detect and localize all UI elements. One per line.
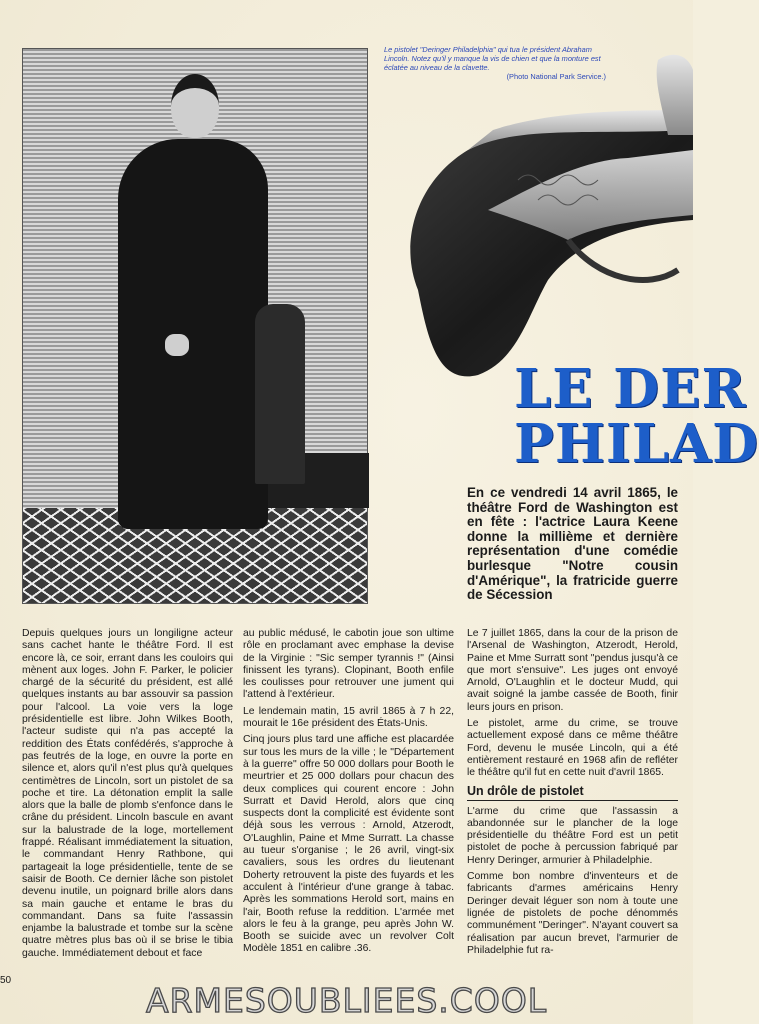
- site-watermark: ARMESOUBLIEES.COOL: [146, 981, 548, 1020]
- article-title: [514, 358, 759, 475]
- paragraph: Le 7 juillet 1865, dans la cour de la prison de l'Arsenal de Washington, Atzerodt, Herold, Paine et Mme Surratt sont "pendus jusqu'à ce que mort s'ensuive". Les juges ont envoyé Arnold, O'Laughlin et le docteur Mudd, qui avait soigné la jambe cassée de Booth, finir leurs jours en prison.: [467, 628, 678, 713]
- paragraph: Depuis quelques jours un longiligne acteur sans cachet hante le théâtre Ford. Il est encore là, ce soir, errant dans les couloirs qui mènent aux loges. John F. Parker, le policier chargé de la sécurité du président, est allé quelques instants au bar assouvir sa passion pour l'alcool. La voie vers la loge présidentielle est libre. John Wilkes Booth, l'acteur sudiste qui n'a pas accepté la reddition des États confédérés, s'approche à pas feutrés de la loge, en ouvre la porte en silence et, alors qu'il n'est plus qu'à quelques centimètres de Lincoln, sort un pistolet de sa poche et tire. La détonation emplit la salle alors que la balle de plomb s'enfonce dans le crâne du président. Lincoln bascule en avant sur la balustrade de la loge, mortellement frappé. Réalisant immédiatement la situation, le commandant Henry Rathbone, qui partageait la loge présidentielle, tente de se saisir de Booth. Ce dernier lâche son pistolet devenu inutile, un poignard brille alors dans sa main gauche et entame le bras du commandant. Dans sa fuite l'assassin enjambe la balustrade et tombe sur la scène quatre mètres plus bas où il se brise le tibia gauche. Immédiatement debout et face: [22, 628, 233, 959]
- paragraph: L'arme du crime que l'assassin a abandonnée sur le plancher de la loge présidentielle du théâtre Ford est un petit pistolet de poche à percussion fabriqué par Henry Deringer, armurier à Philadelphie.: [467, 805, 678, 866]
- text-column-3: [467, 628, 678, 961]
- paragraph: Cinq jours plus tard une affiche est placardée sur tous les murs de la ville ; le "Département à la guerre" offre 50 000 dollars pour Booth le meurtrier et 25 000 dollars pour chacun des deux complices qui courent encore : John Surratt et David Herold, alors que cinq suspects dont la complicité est évidente sont déjà sous les verrous : Arnold, Atzerodt, O'Laughlin, Paine et Mme Surratt. La chasse au tueur s'organise ; le 26 avril, vingt-six cavaliers, sous les ordres du lieutenant Doherty retrouvent la piste des fuyards et les acculent à l'intérieur d'une grange à tabac. Après les sommations Herold sort, mains en l'air, Booth refuse la reddition. L'armée met alors le feu à la grange, peu après John W. Booth se suicide avec un revolver Colt Modèle 1851 en calibre .36.: [243, 734, 454, 955]
- paragraph: Comme bon nombre d'inventeurs et de fabricants d'armes américains Henry Deringer devait léguer son nom à toute une lignée de pistolets de poche dénommés communément "Deringer". N'ayant couvert sa réalisation par aucun brevet, l'armurier de Philadelphie fut ra-: [467, 871, 678, 956]
- paragraph: Le lendemain matin, 15 avril 1865 à 7 h 22, mourait le 16e président des États-Unis.: [243, 705, 454, 730]
- text-column-1: [22, 628, 233, 964]
- page-number: 50: [0, 975, 12, 986]
- man-head: [171, 74, 219, 138]
- title-line-2: PHILAD: [514, 413, 759, 475]
- photo-credit: (Photo National Park Service.): [506, 72, 606, 81]
- paragraph: Le pistolet, arme du crime, se trouve actuellement exposé dans ce même théâtre Ford, devenu le musée Lincoln, qui a été entièrement restauré en 1968 afin de refléter le théâtre qu'il fut en cette nuit d'avril 1865.: [467, 718, 678, 779]
- paragraph: au public médusé, le cabotin joue son ultime rôle en proclamant avec emphase la devise de la Virginie : "Sic semper tyrannis !" (Ainsi finissent les tyrans). Clopinant, Booth enfile les coulisses pour retrouver une jument qui l'attend à l'extérieur.: [243, 628, 454, 701]
- man-figure: [118, 139, 268, 529]
- title-line-1: LE DER: [514, 358, 747, 420]
- text-column-2: [243, 628, 454, 960]
- section-subheading: Un drôle de pistolet: [467, 784, 678, 801]
- chair: [255, 304, 305, 484]
- lead-paragraph: En ce vendredi 14 avril 1865, le théâtre Ford de Washington est en fête : l'actrice Laura Keene donne la millième et dernière représentation d'une comédie burlesque "Notre cousin d'Amérique", la fratricide guerre de Sécession: [467, 485, 678, 603]
- caption-text: Le pistolet "Deringer Philadelphia" qui tua le président Abraham Lincoln. Notez qu'il y manque la vis de chien et que la monture est éclatée au niveau de la clavette.: [384, 45, 601, 72]
- man-hand: [165, 334, 189, 356]
- portrait-photo: [22, 48, 368, 604]
- deringer-pistol-image: [398, 40, 693, 400]
